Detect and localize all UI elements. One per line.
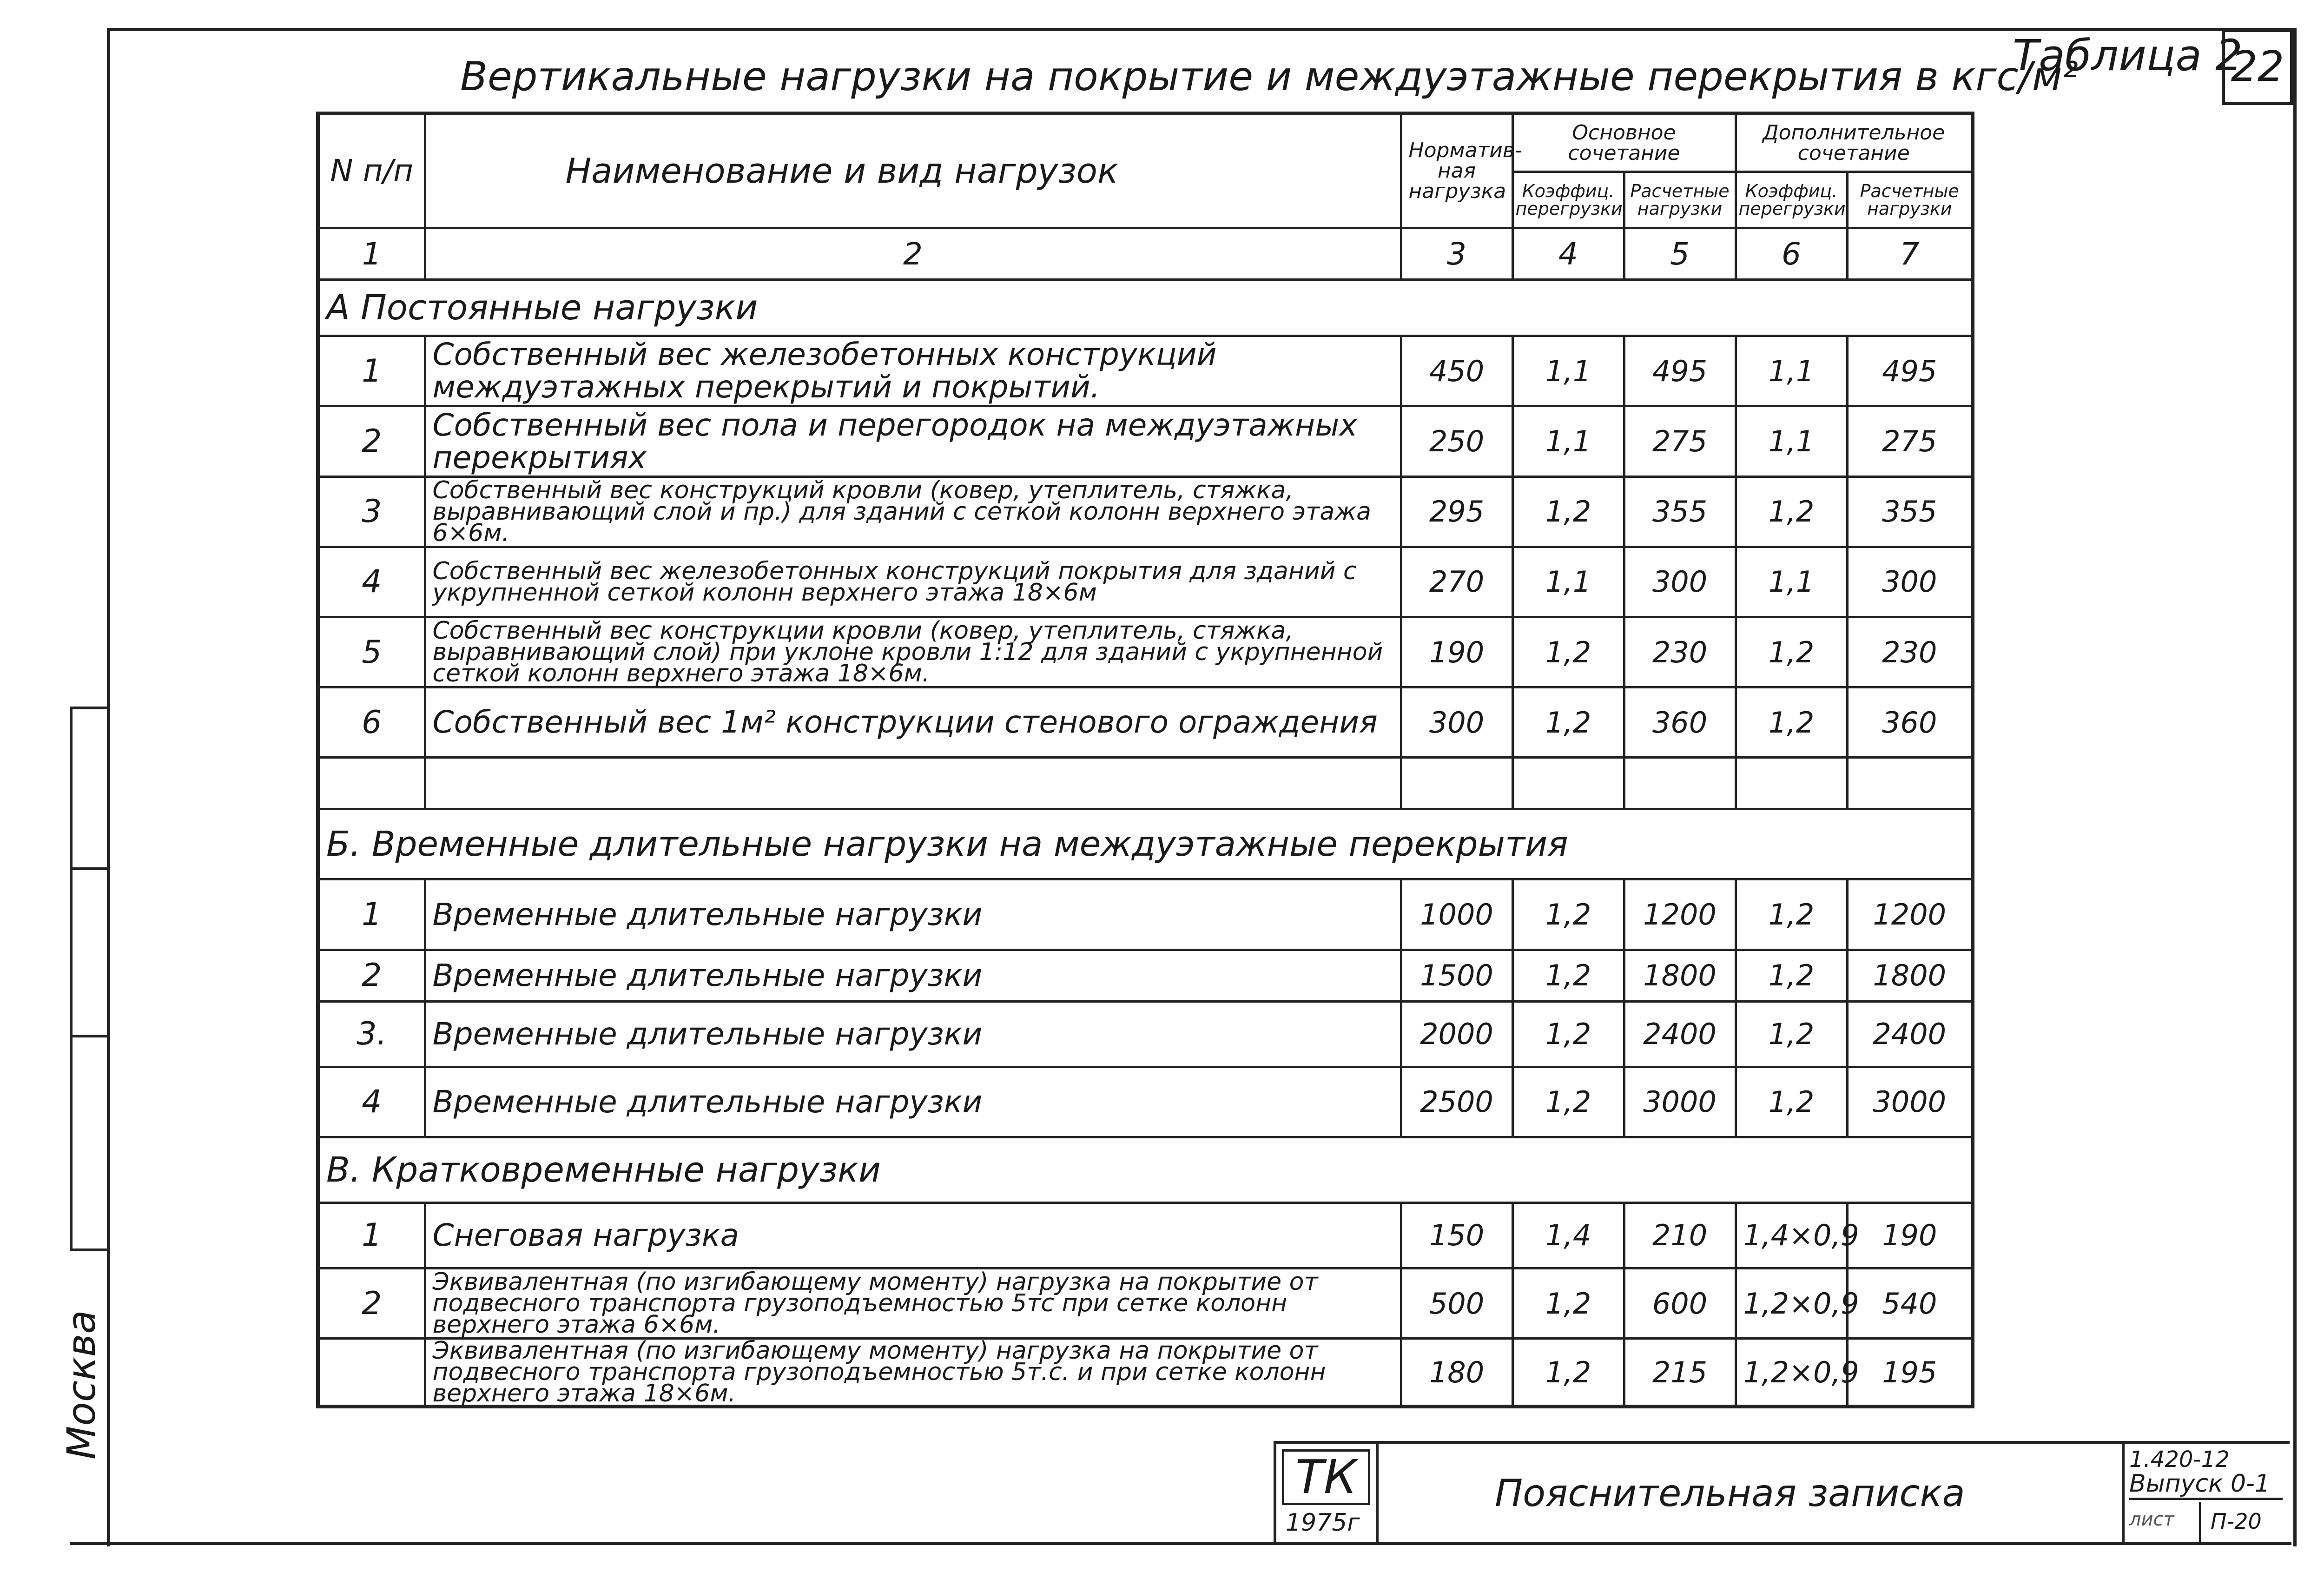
table-row — [318, 406, 1973, 476]
header-np: N п/п — [318, 113, 425, 228]
design-main: 1800 — [1624, 950, 1736, 1001]
row-number: 2 — [318, 1268, 425, 1339]
normative-value: 1000 — [1401, 879, 1512, 950]
table-row — [318, 1067, 1973, 1137]
normative-value: 500 — [1401, 1268, 1512, 1339]
design-extra: 275 — [1847, 406, 1973, 476]
table-row — [318, 687, 1973, 758]
design-main: 215 — [1624, 1339, 1736, 1407]
coef-main: 1,2 — [1512, 687, 1624, 758]
load-name: Собственный вес пола и перегородок на междуэтажных перекрытиях — [425, 406, 1401, 476]
header-design-main: Расчетные нагрузки — [1624, 172, 1736, 228]
load-name: Временные длительные нагрузки — [425, 879, 1401, 950]
row-number: 6 — [318, 687, 425, 758]
coef-main: 1,4 — [1512, 1202, 1624, 1268]
design-main: 275 — [1624, 406, 1736, 476]
design-extra: 2400 — [1847, 1001, 1973, 1067]
empty-row — [318, 758, 1973, 809]
design-extra: 1800 — [1847, 950, 1973, 1001]
column-number-row — [318, 228, 1973, 280]
margin-city: Москва — [59, 1310, 104, 1460]
design-extra: 355 — [1847, 476, 1973, 547]
stamp-series: 1.420-12 — [2129, 1447, 2230, 1473]
stamp-issue: Выпуск 0-1 — [2129, 1470, 2283, 1500]
coef-main: 1,1 — [1512, 336, 1624, 406]
coef-main: 1,2 — [1512, 1001, 1624, 1067]
normative-value: 450 — [1401, 336, 1512, 406]
title-block — [1274, 1441, 2290, 1545]
row-number: 3. — [318, 1001, 425, 1067]
design-extra: 1200 — [1847, 879, 1973, 950]
coef-extra: 1,2 — [1736, 879, 1847, 950]
table-row — [318, 336, 1973, 406]
coef-extra: 1,2 — [1736, 476, 1847, 547]
row-number: 4 — [318, 1067, 425, 1137]
design-main: 600 — [1624, 1268, 1736, 1339]
load-name: Временные длительные нагрузки — [425, 1067, 1401, 1137]
normative-value: 1500 — [1401, 950, 1512, 1001]
stamp-title: Пояснительная записка — [1495, 1472, 1965, 1515]
section-title: В. Кратковременные нагрузки — [318, 1137, 1973, 1202]
load-name: Собственный вес конструкции кровли (ковер, утеплитель, стяжка, выравнивающий слой) при уклоне кровли 1:12 для зданий с укрупненной сеткой колонн верхнего этажа 18×6м. — [425, 617, 1401, 687]
binding-strip — [70, 707, 110, 1251]
section-title: А Постоянные нагрузки — [318, 280, 1973, 336]
normative-value: 295 — [1401, 476, 1512, 547]
design-extra: 195 — [1847, 1339, 1973, 1407]
table-row — [318, 1339, 1973, 1407]
table-row — [318, 1268, 1973, 1339]
coef-main: 1,2 — [1512, 1268, 1624, 1339]
row-number: 5 — [318, 617, 425, 687]
load-name: Временные длительные нагрузки — [425, 950, 1401, 1001]
load-name: Эквивалентная (по изгибающему моменту) нагрузка на покрытие от подвесного транспорта грузоподъемностью 5т.с. и при сетке колонн верхнего этажа 18×6м. — [425, 1339, 1401, 1407]
coef-extra: 1,1 — [1736, 406, 1847, 476]
section-header-row — [318, 809, 1973, 879]
column-number: 7 — [1847, 228, 1973, 280]
row-number: 3 — [318, 476, 425, 547]
coef-extra: 1,4×0,9 — [1736, 1202, 1847, 1268]
normative-value: 180 — [1401, 1339, 1512, 1407]
table-row — [318, 879, 1973, 950]
coef-main: 1,2 — [1512, 1067, 1624, 1137]
design-extra: 300 — [1847, 547, 1973, 617]
column-number: 5 — [1624, 228, 1736, 280]
load-name: Собственный вес железобетонных конструкций покрытия для зданий с укрупненной сеткой колонн верхнего этажа 18×6м — [425, 547, 1401, 617]
header-main-combo: Основное сочетание — [1512, 113, 1736, 172]
coef-main: 1,2 — [1512, 879, 1624, 950]
stamp-sheet-code: П-20 — [2211, 1509, 2262, 1534]
table-row — [318, 950, 1973, 1001]
coef-extra: 1,2 — [1736, 950, 1847, 1001]
load-name: Эквивалентная (по изгибающему моменту) нагрузка на покрытие от подвесного транспорта грузоподъемностью 5тс при сетке колонн верхнего этажа 6×6м. — [425, 1268, 1401, 1339]
design-main: 210 — [1624, 1202, 1736, 1268]
normative-value: 270 — [1401, 547, 1512, 617]
coef-main: 1,2 — [1512, 617, 1624, 687]
row-number: 4 — [318, 547, 425, 617]
loads-table — [316, 112, 1974, 1408]
design-extra: 190 — [1847, 1202, 1973, 1268]
page-number: 22 — [2222, 29, 2293, 105]
table-row — [318, 476, 1973, 547]
normative-value: 150 — [1401, 1202, 1512, 1268]
table-row — [318, 1202, 1973, 1268]
normative-value: 2000 — [1401, 1001, 1512, 1067]
header-coef-main: Коэффиц. перегрузки — [1512, 172, 1624, 228]
page-title: Вертикальные нагрузки на покрытие и междуэтажные перекрытия в кгс/м² — [460, 53, 2079, 100]
load-name: Временные длительные нагрузки — [425, 1001, 1401, 1067]
normative-value: 190 — [1401, 617, 1512, 687]
row-number: 1 — [318, 879, 425, 950]
table-row — [318, 1001, 1973, 1067]
row-number — [318, 1339, 425, 1407]
section-title: Б. Временные длительные нагрузки на междуэтажные перекрытия — [318, 809, 1973, 879]
normative-value: 300 — [1401, 687, 1512, 758]
load-name: Снеговая нагрузка — [425, 1202, 1401, 1268]
coef-extra: 1,1 — [1736, 336, 1847, 406]
design-main: 2400 — [1624, 1001, 1736, 1067]
table-row — [318, 547, 1973, 617]
normative-value: 2500 — [1401, 1067, 1512, 1137]
coef-main: 1,1 — [1512, 547, 1624, 617]
coef-main: 1,2 — [1512, 1339, 1624, 1407]
design-extra: 230 — [1847, 617, 1973, 687]
coef-extra: 1,1 — [1736, 547, 1847, 617]
header-extra-combo: Дополнительное сочетание — [1736, 113, 1973, 172]
column-number: 3 — [1401, 228, 1512, 280]
load-name: Собственный вес железобетонных конструкций междуэтажных перекрытий и покрытий. — [425, 336, 1401, 406]
coef-extra: 1,2 — [1736, 1067, 1847, 1137]
column-number: 6 — [1736, 228, 1847, 280]
row-number: 2 — [318, 950, 425, 1001]
header-design-extra: Расчетные нагрузки — [1847, 172, 1973, 228]
design-main: 495 — [1624, 336, 1736, 406]
row-number: 1 — [318, 336, 425, 406]
row-number: 1 — [318, 1202, 425, 1268]
coef-extra: 1,2×0,9 — [1736, 1339, 1847, 1407]
header-normative: Норматив- ная нагрузка — [1401, 113, 1512, 228]
column-number: 2 — [425, 228, 1401, 280]
header-coef-extra: Коэффиц. перегрузки — [1736, 172, 1847, 228]
design-main: 230 — [1624, 617, 1736, 687]
coef-extra: 1,2 — [1736, 687, 1847, 758]
stamp-mark: ТК — [1282, 1449, 1370, 1505]
design-extra: 3000 — [1847, 1067, 1973, 1137]
table-row — [318, 617, 1973, 687]
coef-extra: 1,2 — [1736, 1001, 1847, 1067]
design-extra: 495 — [1847, 336, 1973, 406]
design-main: 360 — [1624, 687, 1736, 758]
table-label: Таблица 2 — [2013, 31, 2243, 80]
coef-extra: 1,2 — [1736, 617, 1847, 687]
design-main: 3000 — [1624, 1067, 1736, 1137]
design-main: 355 — [1624, 476, 1736, 547]
section-header-row — [318, 280, 1973, 336]
design-extra: 540 — [1847, 1268, 1973, 1339]
coef-main: 1,1 — [1512, 406, 1624, 476]
design-extra: 360 — [1847, 687, 1973, 758]
header-name: Наименование и вид нагрузок — [425, 113, 1401, 228]
stamp-code-box — [2122, 1444, 2292, 1545]
coef-main: 1,2 — [1512, 950, 1624, 1001]
load-name: Собственный вес 1м² конструкции стенового ограждения — [425, 687, 1401, 758]
design-main: 300 — [1624, 547, 1736, 617]
column-number: 1 — [318, 228, 425, 280]
column-number: 4 — [1512, 228, 1624, 280]
stamp-sheet-label: лист — [2129, 1509, 2174, 1530]
coef-main: 1,2 — [1512, 476, 1624, 547]
stamp-year: 1975г — [1286, 1509, 1360, 1537]
row-number: 2 — [318, 406, 425, 476]
normative-value: 250 — [1401, 406, 1512, 476]
coef-extra: 1,2×0,9 — [1736, 1268, 1847, 1339]
load-name: Собственный вес конструкций кровли (ковер, утеплитель, стяжка, выравнивающий слой и пр.) для зданий с сеткой колонн верхнего этажа 6×6м. — [425, 476, 1401, 547]
section-header-row — [318, 1137, 1973, 1202]
design-main: 1200 — [1624, 879, 1736, 950]
